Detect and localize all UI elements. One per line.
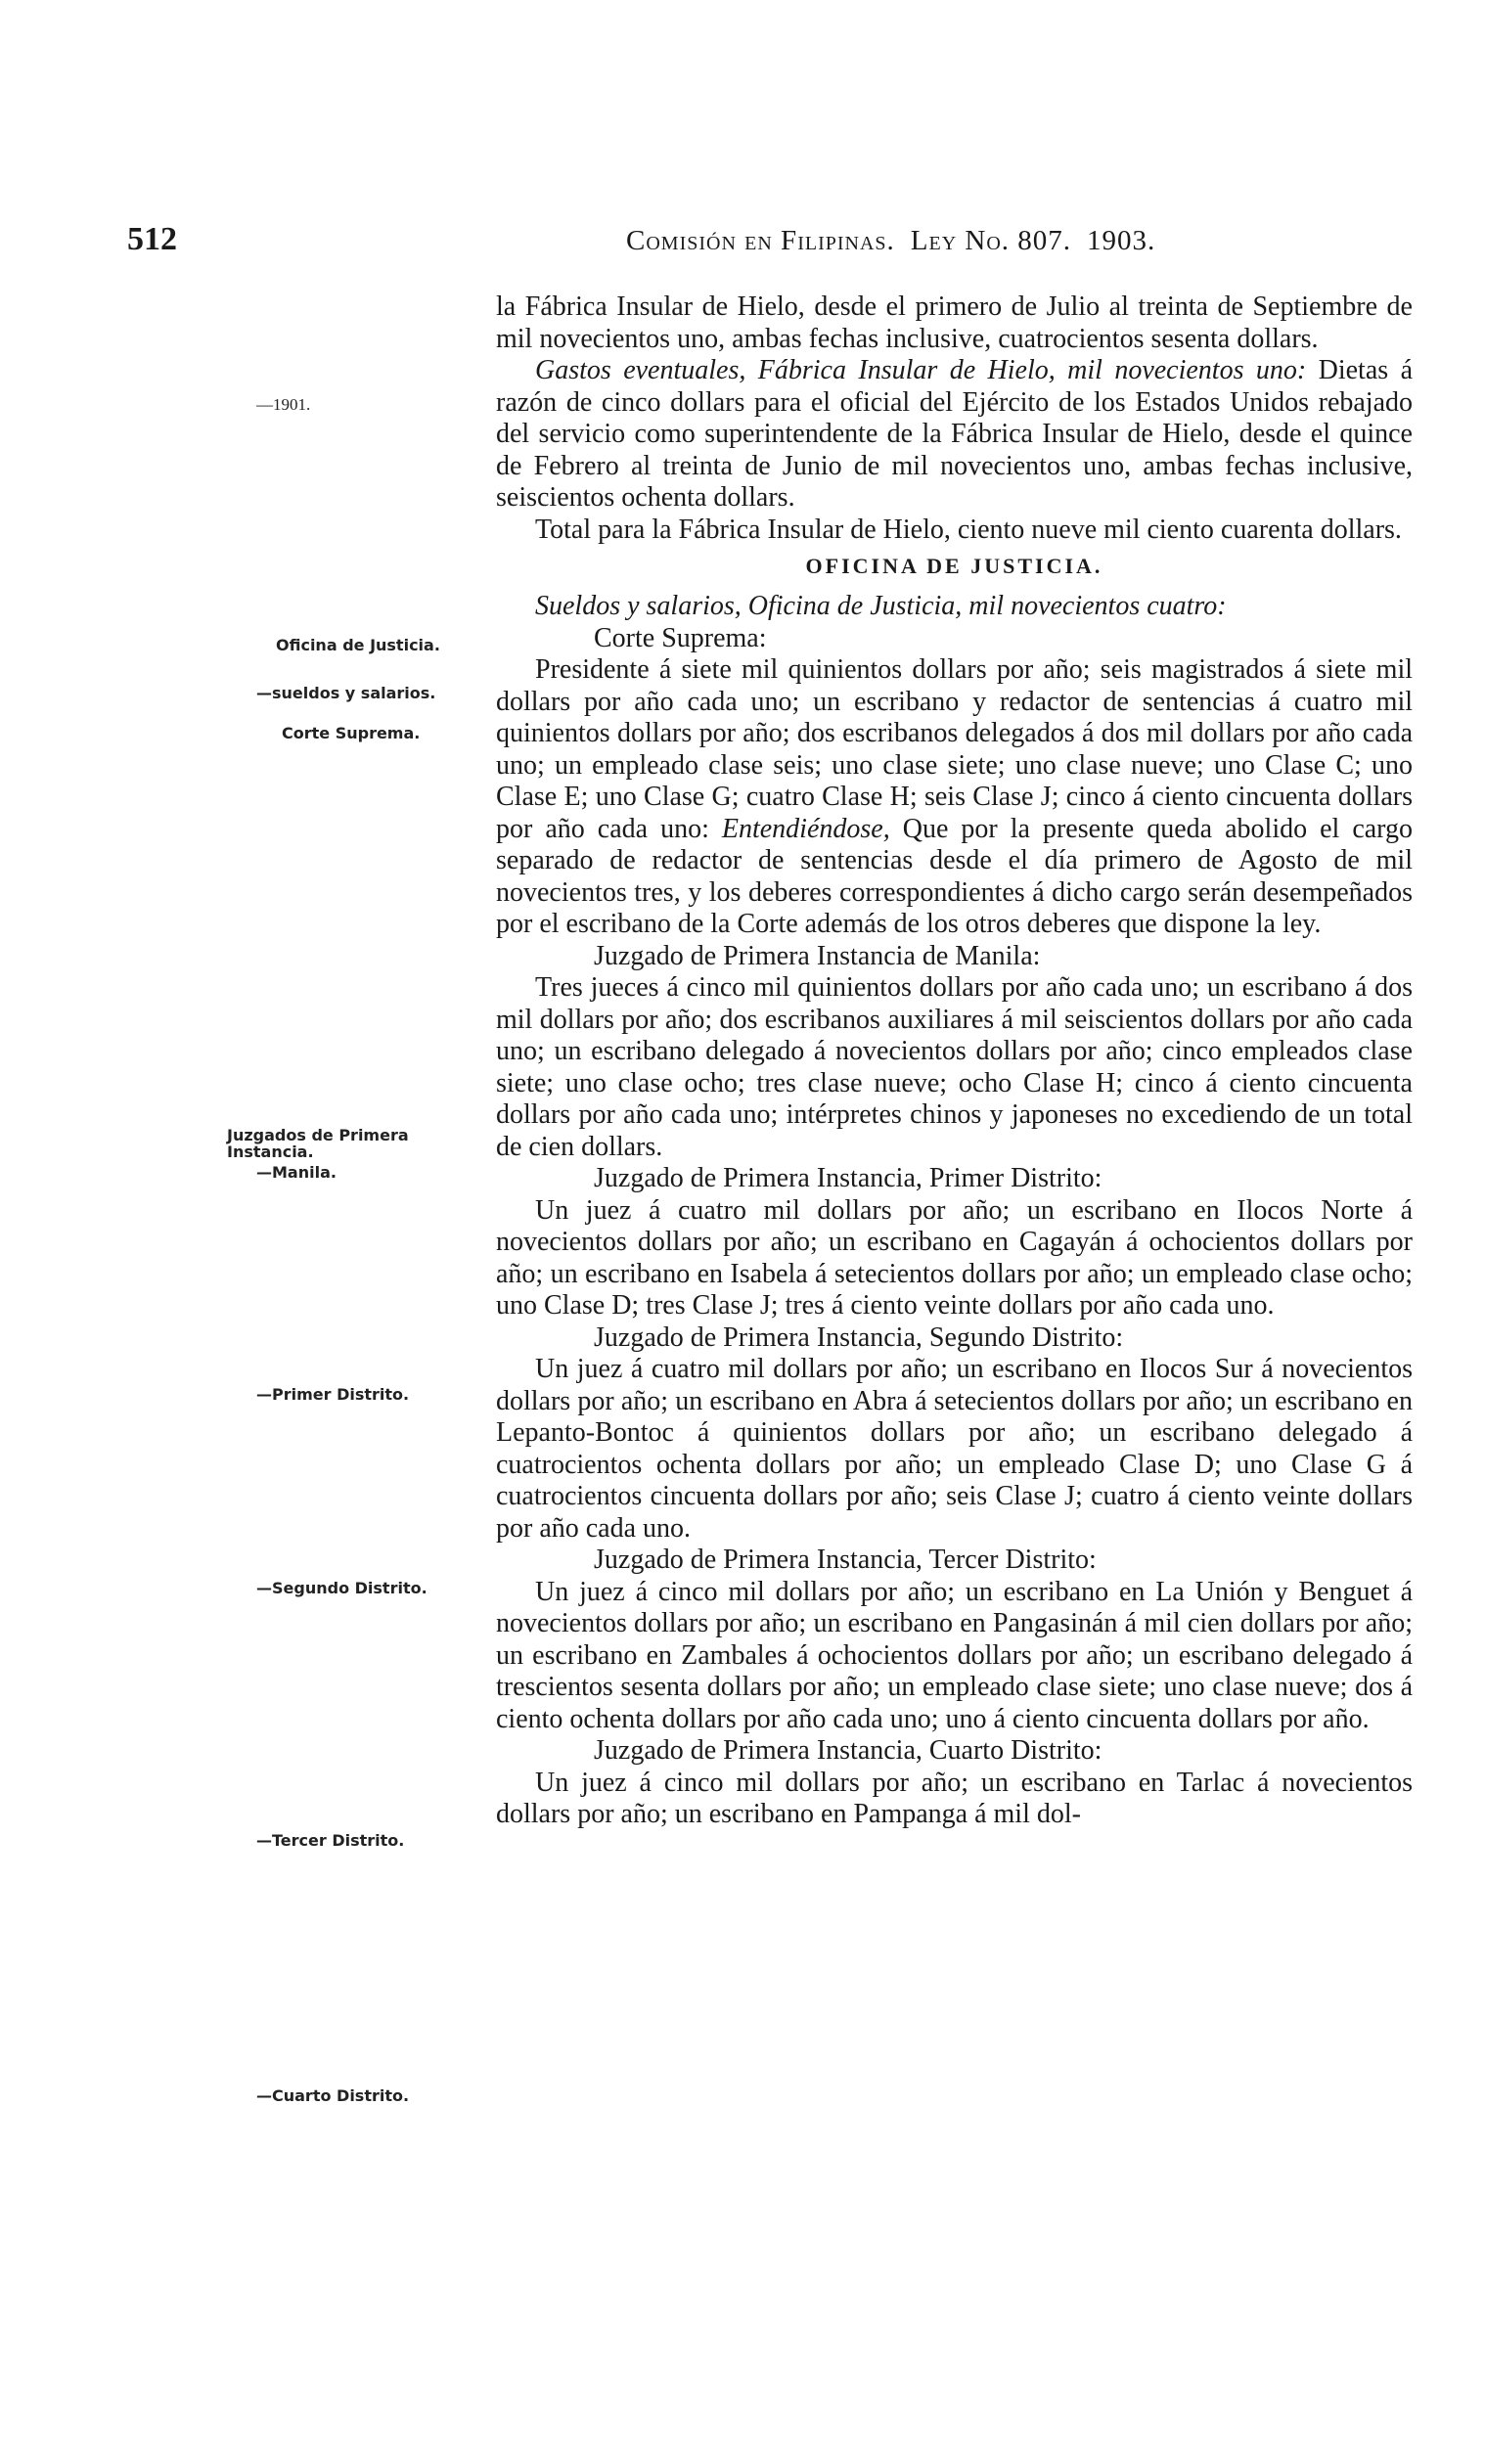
page-number: 512 (127, 221, 177, 257)
gastos-eventuales-title: Gastos eventuales, Fábrica Insular de Hielo, mil novecientos uno: (535, 355, 1307, 385)
corte-suprema-text-b: Que por la presente queda abolido el cargo separado de redactor de sentencias desde el día primero de Agosto de mil novecientos tres, y los deberes correspondientes á dicho cargo serán desempeñados por el escribano de la Corte además de los otros deberes que dispone la ley. (496, 813, 1414, 939)
corte-suprema-heading: Corte Suprema: (594, 622, 767, 653)
tercer-distrito-heading: Juzgado de Primera Instancia, Tercer Distrito: (594, 1545, 1097, 1575)
running-head-law: Ley No. 807. (910, 225, 1072, 256)
segundo-distrito-heading: Juzgado de Primera Instancia, Segundo Distrito: (594, 1322, 1124, 1353)
section-heading: OFICINA DE JUSTICIA. (805, 554, 1103, 578)
sueldos-title: Sueldos y salarios, Oficina de Justicia, mil novecientos cuatro: (535, 591, 1227, 621)
paragraph-total-fabrica: Total para la Fábrica Insular de Hielo, ciento nueve mil ciento cuarenta dollars. (535, 514, 1402, 545)
margin-note-corte: Corte Suprema. (282, 724, 421, 742)
primer-distrito-heading: Juzgado de Primera Instancia, Primer Distrito: (594, 1163, 1102, 1193)
paragraph-fabrica-continuation: la Fábrica Insular de Hielo, desde el primero de Julio al treinta de Septiembre de mil novecientos uno, ambas fechas inclusive, cuatrocientos sesenta dollars. (496, 291, 1413, 354)
margin-note-oficina: Oficina de Justicia. (276, 636, 440, 654)
manila-heading: Juzgado de Primera Instancia de Manila: (594, 940, 1041, 971)
paragraph-sueldos-title (496, 591, 1413, 623)
paragraph-primer-distrito: Un juez á cuatro mil dollars por año; un escribano en Ilocos Norte á novecientos dollars por año; un escribano en Cagayán á ochocientos dollars por año; un escribano en Isabela á setecientos dollars por año; un empleado clase ocho; uno Clase D; tres Clase J; tres á ciento veinte dollars por año cada uno. (496, 1194, 1413, 1321)
margin-note-juzgados: Juzgados de Primera Instancia. (227, 1126, 409, 1161)
paragraph-tercer-distrito: Un juez á cinco mil dollars por año; un escribano en La Unión y Benguet á novecientos dollars por año; un escribano en Pangasinán á mil cien dollars por año; un escribano en Zambales á ochocientos dollars por año; un escribano delegado á trescientos sesenta dollars por año; un empleado clase siete; uno clase nueve; dos á ciento ochenta dollars por año cada uno; uno á ciento cincuenta dollars por año. (496, 1576, 1413, 1734)
paragraph-corte-suprema (496, 654, 1413, 941)
margin-note-primer: —Primer Distrito. (256, 1385, 410, 1404)
paragraph-gastos-eventuales (496, 355, 1413, 515)
entendiendose-italic: Entendiéndose, (721, 813, 890, 844)
running-head-year: 1903. (1087, 225, 1156, 256)
paragraph-cuarto-distrito: Un juez á cinco mil dollars por año; un escribano en Tarlac á novecientos dollars por año; un escribano en Pampanga á mil dol- (496, 1767, 1413, 1829)
main-text (496, 291, 1413, 1831)
margin-note-sueldos: —sueldos y salarios. (256, 684, 436, 702)
paragraph-manila: Tres jueces á cinco mil quinientos dollars por año cada uno; un escribano á dos mil dollars por año; dos escribanos auxiliares á mil seiscientos dollars por año cada uno; un escribano delegado á novecientos dollars por año; cinco empleados clase siete; uno clase ocho; tres clase nueve; ocho Clase H; cinco á ciento cincuenta dollars por año cada uno; intérpretes chinos y japoneses no excediendo de un total de cien dollars. (496, 972, 1413, 1162)
margin-note-1901: —1901. (256, 395, 311, 414)
cuarto-distrito-heading: Juzgado de Primera Instancia, Cuarto Distrito: (594, 1735, 1102, 1766)
gastos-eventuales-text: Dietas á razón de cinco dollars para el oficial del Ejército de los Estados Unidos rebajado del servicio como superintendente de la Fábrica Insular de Hielo, desde el quince de Febrero al treinta de Junio de mil novecientos uno, ambas fechas inclusive, seiscientos ochenta dollars. (496, 355, 1413, 513)
running-head-title: Comisión en Filipinas. (626, 225, 895, 256)
margin-note-manila: —Manila. (256, 1163, 337, 1182)
corte-suprema-text-a: Presidente á siete mil quinientos dollars por año; seis magistrados á siete mil dollars por año cada uno; un escribano y redactor de sentencias á cuatro mil quinientos dollars por año; dos escribanos delegados á dos mil dollars por año cada uno; un empleado clase seis; uno clase siete; uno clase nueve; uno Clase C; uno Clase E; uno Clase G; cuatro Clase H; seis Clase J; cinco á ciento cincuenta dollars por año cada uno: (496, 654, 1413, 844)
margin-note-cuarto: —Cuarto Distrito. (256, 2086, 410, 2105)
margin-note-segundo: —Segundo Distrito. (256, 1579, 428, 1597)
margin-note-tercer: —Tercer Distrito. (256, 1831, 405, 1850)
running-head (626, 225, 1171, 257)
paragraph-segundo-distrito: Un juez á cuatro mil dollars por año; un escribano en Ilocos Sur á novecientos dollars por año; un escribano en Abra á setecientos dollars por año; un escribano en Lepanto-Bontoc á quinientos dollars por año; un escribano delegado á cuatrocientos ochenta dollars por año; un empleado Clase D; uno Clase G á cuatrocientos cincuenta dollars por año; seis Clase J; cuatro á ciento veinte dollars por año cada uno. (496, 1354, 1413, 1544)
